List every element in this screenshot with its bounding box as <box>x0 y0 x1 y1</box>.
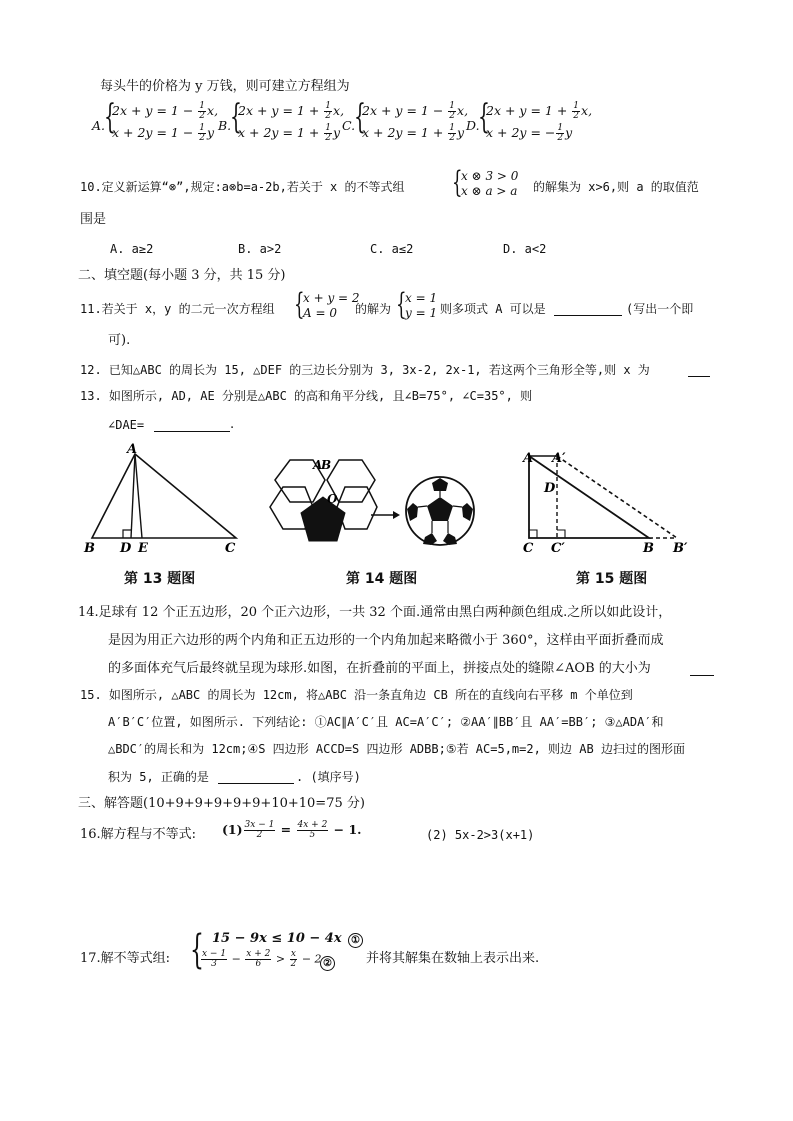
q11-tail: (写出一个即 <box>626 302 694 316</box>
q11-mid: 的解为 <box>355 302 392 316</box>
q14-line3: 的多面体充气后最终就呈现为球形.如图，在折叠前的平面上，拼接点处的缝隙∠AOB 的大小为 <box>108 661 651 676</box>
figure-15-caption: 第 15 题图 <box>576 571 648 587</box>
label-a: A <box>127 442 138 457</box>
bisector-ae <box>135 454 142 538</box>
q11-line2: 可). <box>108 333 131 348</box>
right-angle-mark-c2 <box>557 530 565 538</box>
q16-part1: (1) $\frac{3x - 1}{2}$ = $\frac{4x + 2}{5}$ − 1. <box>222 820 362 840</box>
q16-text: 16.解方程与不等式: <box>80 827 197 842</box>
q11-text-before: 11.若关于 x，y 的二元一次方程组 <box>80 302 275 316</box>
label-d: D <box>120 541 132 556</box>
label-c: C <box>225 541 236 556</box>
label-a: A <box>523 451 534 466</box>
q11-text-after: 则多项式 A 可以是 <box>440 302 546 316</box>
q16-part2: (2) 5x-2>3(x+1) <box>426 828 535 842</box>
q10-choice-a: A. a≥2 <box>110 242 154 256</box>
q14-line1: 14.足球有 12 个正五边形，20 个正六边形，一共 32 个面.通常由黑白两种颜色组成.之所以如此设计， <box>78 605 672 620</box>
label-c-prime: C′ <box>551 541 565 556</box>
q10-text-after: 的解集为 x>6,则 a 的取值范 <box>533 180 699 194</box>
label-b: B <box>84 541 95 556</box>
hexagon-right <box>337 487 377 529</box>
label-b: B <box>321 458 332 472</box>
q15-line3: △BDC′的周长和为 12cm;④S 四边形 ACCD=S 四边形 ADBB;⑤若 AC=5,m=2, 则边 AB 边扫过的图形面 <box>108 742 685 756</box>
q15-answer-blank[interactable] <box>218 771 294 784</box>
label-c: C <box>523 541 534 556</box>
figure-14 <box>265 445 490 555</box>
arrow-head <box>393 511 400 519</box>
q17-text: 17.解不等式组: <box>80 951 171 966</box>
triangle-abc <box>529 456 649 538</box>
triangle-abc <box>92 454 236 538</box>
label-d: D <box>544 481 556 496</box>
q12-answer-blank[interactable] <box>688 364 710 377</box>
q17-after: 并将其解集在数轴上表示出来. <box>366 951 540 966</box>
q10-choice-d: D. a<2 <box>503 242 547 256</box>
soccer-ball-icon <box>406 477 474 545</box>
q12-text: 12. 已知△ABC 的周长为 15, △DEF 的三边长分别为 3, 3x-2, 2x-1, 若这两个三角形全等,则 x 为 <box>80 363 650 377</box>
q9-intro: 每头牛的价格为 y 万钱，则可建立方程组为 <box>100 79 350 94</box>
q17-mark-2: ② <box>320 956 335 971</box>
label-a: A <box>313 458 323 472</box>
figure-14-caption: 第 14 题图 <box>346 571 418 587</box>
q13-answer-blank[interactable] <box>154 419 230 432</box>
label-e: E <box>138 541 148 556</box>
q10-text-before: 10.定义新运算“⊗”,规定:a⊗b=a-2b,若关于 x 的不等式组 <box>80 180 405 194</box>
side-a2b2 <box>557 456 677 538</box>
q10-line2: 围是 <box>80 212 107 227</box>
figure-15 <box>515 440 695 560</box>
q11-answer-blank[interactable] <box>554 303 622 316</box>
q15-line2: A′B′C′位置, 如图所示. 下列结论: ①AC∥A′C′且 AC=A′C′; ②AA′∥BB′且 AA′=BB′; ③△ADA′和 <box>108 715 664 729</box>
section2-title: 二、填空题(每小题 3 分，共 15 分) <box>78 268 286 283</box>
label-o: O <box>327 492 338 506</box>
q15-line1: 15. 如图所示, △ABC 的周长为 12cm, 将△ABC 沿一条直角边 CB 所在的直线向右平移 m 个单位到 <box>80 688 633 702</box>
q15-line4-tail: . (填序号) <box>296 770 361 784</box>
figure-13-caption: 第 13 题图 <box>124 571 196 587</box>
q13-line2: ∠DAE= <box>108 418 145 432</box>
figure-13 <box>80 440 250 560</box>
exam-page: 每头牛的价格为 y 万钱，则可建立方程组为 A. { 2x + y = 1 − $\frac{1}{2}$ x, x + 2y = 1 − $\frac{1}{2}$ y B. { 2x + y = 1 + $\frac{1}{2}$ x, x + 2y = 1 + $\frac{1}{2}$ y C. { 2x + y = 1 − $\frac{1}{2}$ x, x + 2y = 1 + $\frac{1}{2}$ y D. { 2x + y = 1 + $\frac{1}{2}$ x, x + 2y = − $\frac{1}{2}$ y 10.定义新运算“⊗”,规定:a⊗b=a-2b,若关于 x 的不等式组 { x ⊗ 3 > 0 x ⊗ a > a 的解集为 x>6,则 a 的取值范 围是 A. a≥2 B. a>2 C. a≤2 D. a<2 二、填空题(每小题 3 分，共 15 分) 11.若关于 x，y 的二元一次方程组 { x + y = 2 A = 0 的解为 { x = 1 y = 1 则多项式 A 可以是 (写出一个即 可). 12. 已知△ABC 的周长为 15, △DEF 的三边长分别为 3, 3x-2, 2x-1, 若这两个三角形全等,则 x 为 13. 如图所示, AD, AE 分别是△ABC 的高和角平分线, 且∠B=75°, ∠C=35°, 则 ∠DAE= . A B D E C 第 13 题图 A B O 第 14 题图 A A′ D C C′ B B′ 第 15 题图 14.足球有 12 个正五边形，20 个正六边形，一共 32 个面.通常由黑白两种颜色组成.之所以如此设计， 是因为用正六边形的两个内角和正五边形的一个内角加起来略微小于 360°，这样由平面折叠而成 的多面体充气后最终就呈现为球形.如图，在折叠前的平面上，拼接点处的缝隙∠AOB 的大小为 15. 如图所示, △ABC 的周长为 12cm, 将△ABC 沿一条直角边 CB 所在的直线向右平移 m 个单位到 A′B′C′位置, 如图所示. 下列结论: ①AC∥A′C′且 AC=A′C′; ②AA′∥BB′且 AA′=BB′; ③△ADA′和 △BDC′的周长和为 12cm;④S 四边形 ACCD=S 四边形 ADBB;⑤若 AC=5,m=2, 则边 AB 边扫过的图形面 积为 5, 正确的是 . (填序号) 三、解答题(10+9+9+9+9+9+10+10=75 分) 16.解方程与不等式: (1) $\frac{3x - 1}{2}$ = $\frac{4x + 2}{5}$ − 1. (2) 5x-2>3(x+1) 17.解不等式组: { 15 − 9x ≤ 10 − 4x ① $\frac{x - 1}{3}$ − $\frac{x + 2}{6}$ > $\frac{x}{2}$ − 2 ② 并将其解集在数轴上表示出来. <box>0 0 793 1121</box>
label-a-prime: A′ <box>552 451 566 466</box>
q15-line4: 积为 5, 正确的是 <box>108 770 209 784</box>
label-b-prime: B′ <box>673 541 688 556</box>
q13-text: 13. 如图所示, AD, AE 分别是△ABC 的高和角平分线, 且∠B=75°, ∠C=35°, 则 <box>80 389 533 403</box>
q17-mark-1: ① <box>348 933 363 948</box>
q14-line2: 是因为用正六边形的两个内角和正五边形的一个内角加起来略微小于 360°，这样由平面折叠而成 <box>108 633 664 648</box>
section3-title: 三、解答题(10+9+9+9+9+9+10+10=75 分) <box>78 796 365 811</box>
label-b: B <box>643 541 654 556</box>
right-angle-mark <box>123 530 131 538</box>
q14-answer-blank[interactable] <box>690 663 714 676</box>
q10-choice-b: B. a>2 <box>238 242 282 256</box>
altitude-ad <box>131 454 135 538</box>
q10-choice-c: C. a≤2 <box>370 242 414 256</box>
right-angle-mark-c <box>529 530 537 538</box>
